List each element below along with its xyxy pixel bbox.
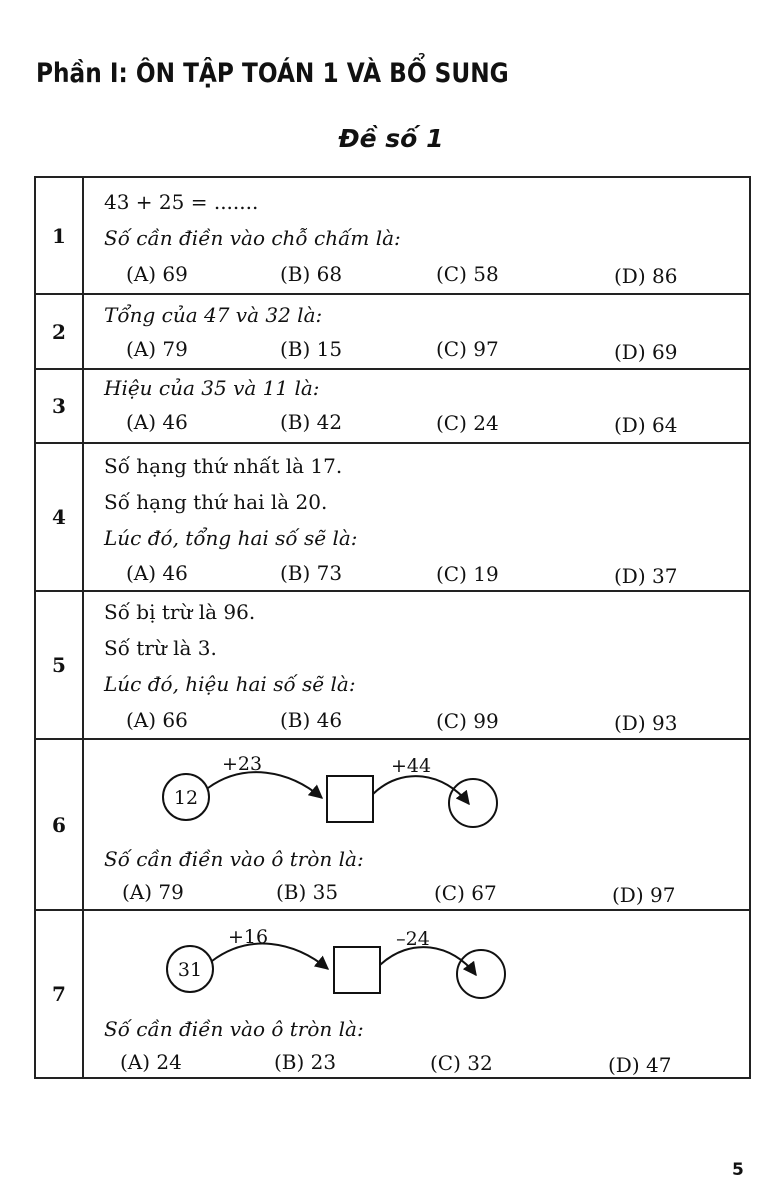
option-a[interactable]: (A) 79 [126,337,188,361]
option-b[interactable]: (B) 73 [280,561,343,585]
option-a[interactable]: (A) 24 [120,1050,182,1074]
question-text: Số bị trừ là 96. [104,600,256,624]
number-flow-diagram [84,911,744,1011]
question-number: 7 [36,911,84,1077]
option-b[interactable]: (B) 35 [276,880,339,904]
option-d[interactable]: (D) 97 [612,883,676,907]
option-a[interactable]: (A) 46 [126,410,188,434]
question-table [34,176,751,1079]
option-d[interactable]: (D) 37 [614,564,678,588]
answer-circle[interactable] [457,950,505,998]
question-text: Số cần điền vào ô tròn là: [104,847,364,871]
arrow-1 [208,772,322,798]
question-2 [36,295,749,370]
question-number: 3 [36,370,84,442]
question-text: 43 + 25 = ....... [104,190,259,214]
question-number: 1 [36,178,84,293]
option-a[interactable]: (A) 79 [122,880,184,904]
question-1 [36,178,749,295]
option-b[interactable]: (B) 68 [280,262,343,286]
question-7 [36,911,749,1079]
start-number: 12 [173,787,199,809]
option-c[interactable]: (C) 24 [436,411,499,435]
question-text: Số trừ là 3. [104,636,217,660]
start-number: 31 [177,959,203,981]
section-title: Phần I: ÔN TẬP TOÁN 1 VÀ BỔ SUNG [36,58,509,89]
question-3 [36,370,749,444]
option-a[interactable]: (A) 66 [126,708,188,732]
operation-2: +44 [390,755,432,777]
question-4 [36,444,749,592]
option-a[interactable]: (A) 69 [126,262,188,286]
operation-1: +16 [227,926,269,948]
option-c[interactable]: (C) 67 [434,881,497,905]
question-5 [36,592,749,740]
option-d[interactable]: (D) 64 [614,413,678,437]
question-text: Hiệu của 35 và 11 là: [104,376,320,400]
option-d[interactable]: (D) 86 [614,264,678,288]
page-number: 5 [732,1160,744,1180]
operation-2: –24 [396,928,430,950]
question-text: Số hạng thứ nhất là 17. [104,454,343,478]
answer-box[interactable] [327,776,373,822]
answer-circle[interactable] [449,779,497,827]
question-text: Số cần điền vào chỗ chấm là: [104,226,401,250]
option-d[interactable]: (D) 47 [608,1053,672,1077]
option-a[interactable]: (A) 46 [126,561,188,585]
question-text: Lúc đó, hiệu hai số sẽ là: [104,672,356,696]
question-number: 4 [36,444,84,590]
question-text: Tổng của 47 và 32 là: [104,303,323,327]
option-b[interactable]: (B) 42 [280,410,343,434]
question-number: 2 [36,295,84,368]
question-text: Số cần điền vào ô tròn là: [104,1017,364,1041]
arrow-2 [373,776,469,804]
option-b[interactable]: (B) 15 [280,337,343,361]
option-d[interactable]: (D) 69 [614,340,678,364]
option-b[interactable]: (B) 46 [280,708,343,732]
question-number: 5 [36,592,84,738]
option-c[interactable]: (C) 99 [436,709,499,733]
question-text: Số hạng thứ hai là 20. [104,490,328,514]
option-c[interactable]: (C) 58 [436,262,499,286]
option-c[interactable]: (C) 19 [436,562,499,586]
question-6 [36,740,749,911]
exam-title: Đề số 1 [338,124,444,153]
question-text: Lúc đó, tổng hai số sẽ là: [104,526,358,550]
option-b[interactable]: (B) 23 [274,1050,337,1074]
option-c[interactable]: (C) 97 [436,337,499,361]
number-flow-diagram [84,740,744,840]
option-c[interactable]: (C) 32 [430,1051,493,1075]
answer-box[interactable] [334,947,380,993]
option-d[interactable]: (D) 93 [614,711,678,735]
question-number: 6 [36,740,84,909]
operation-1: +23 [221,753,263,775]
